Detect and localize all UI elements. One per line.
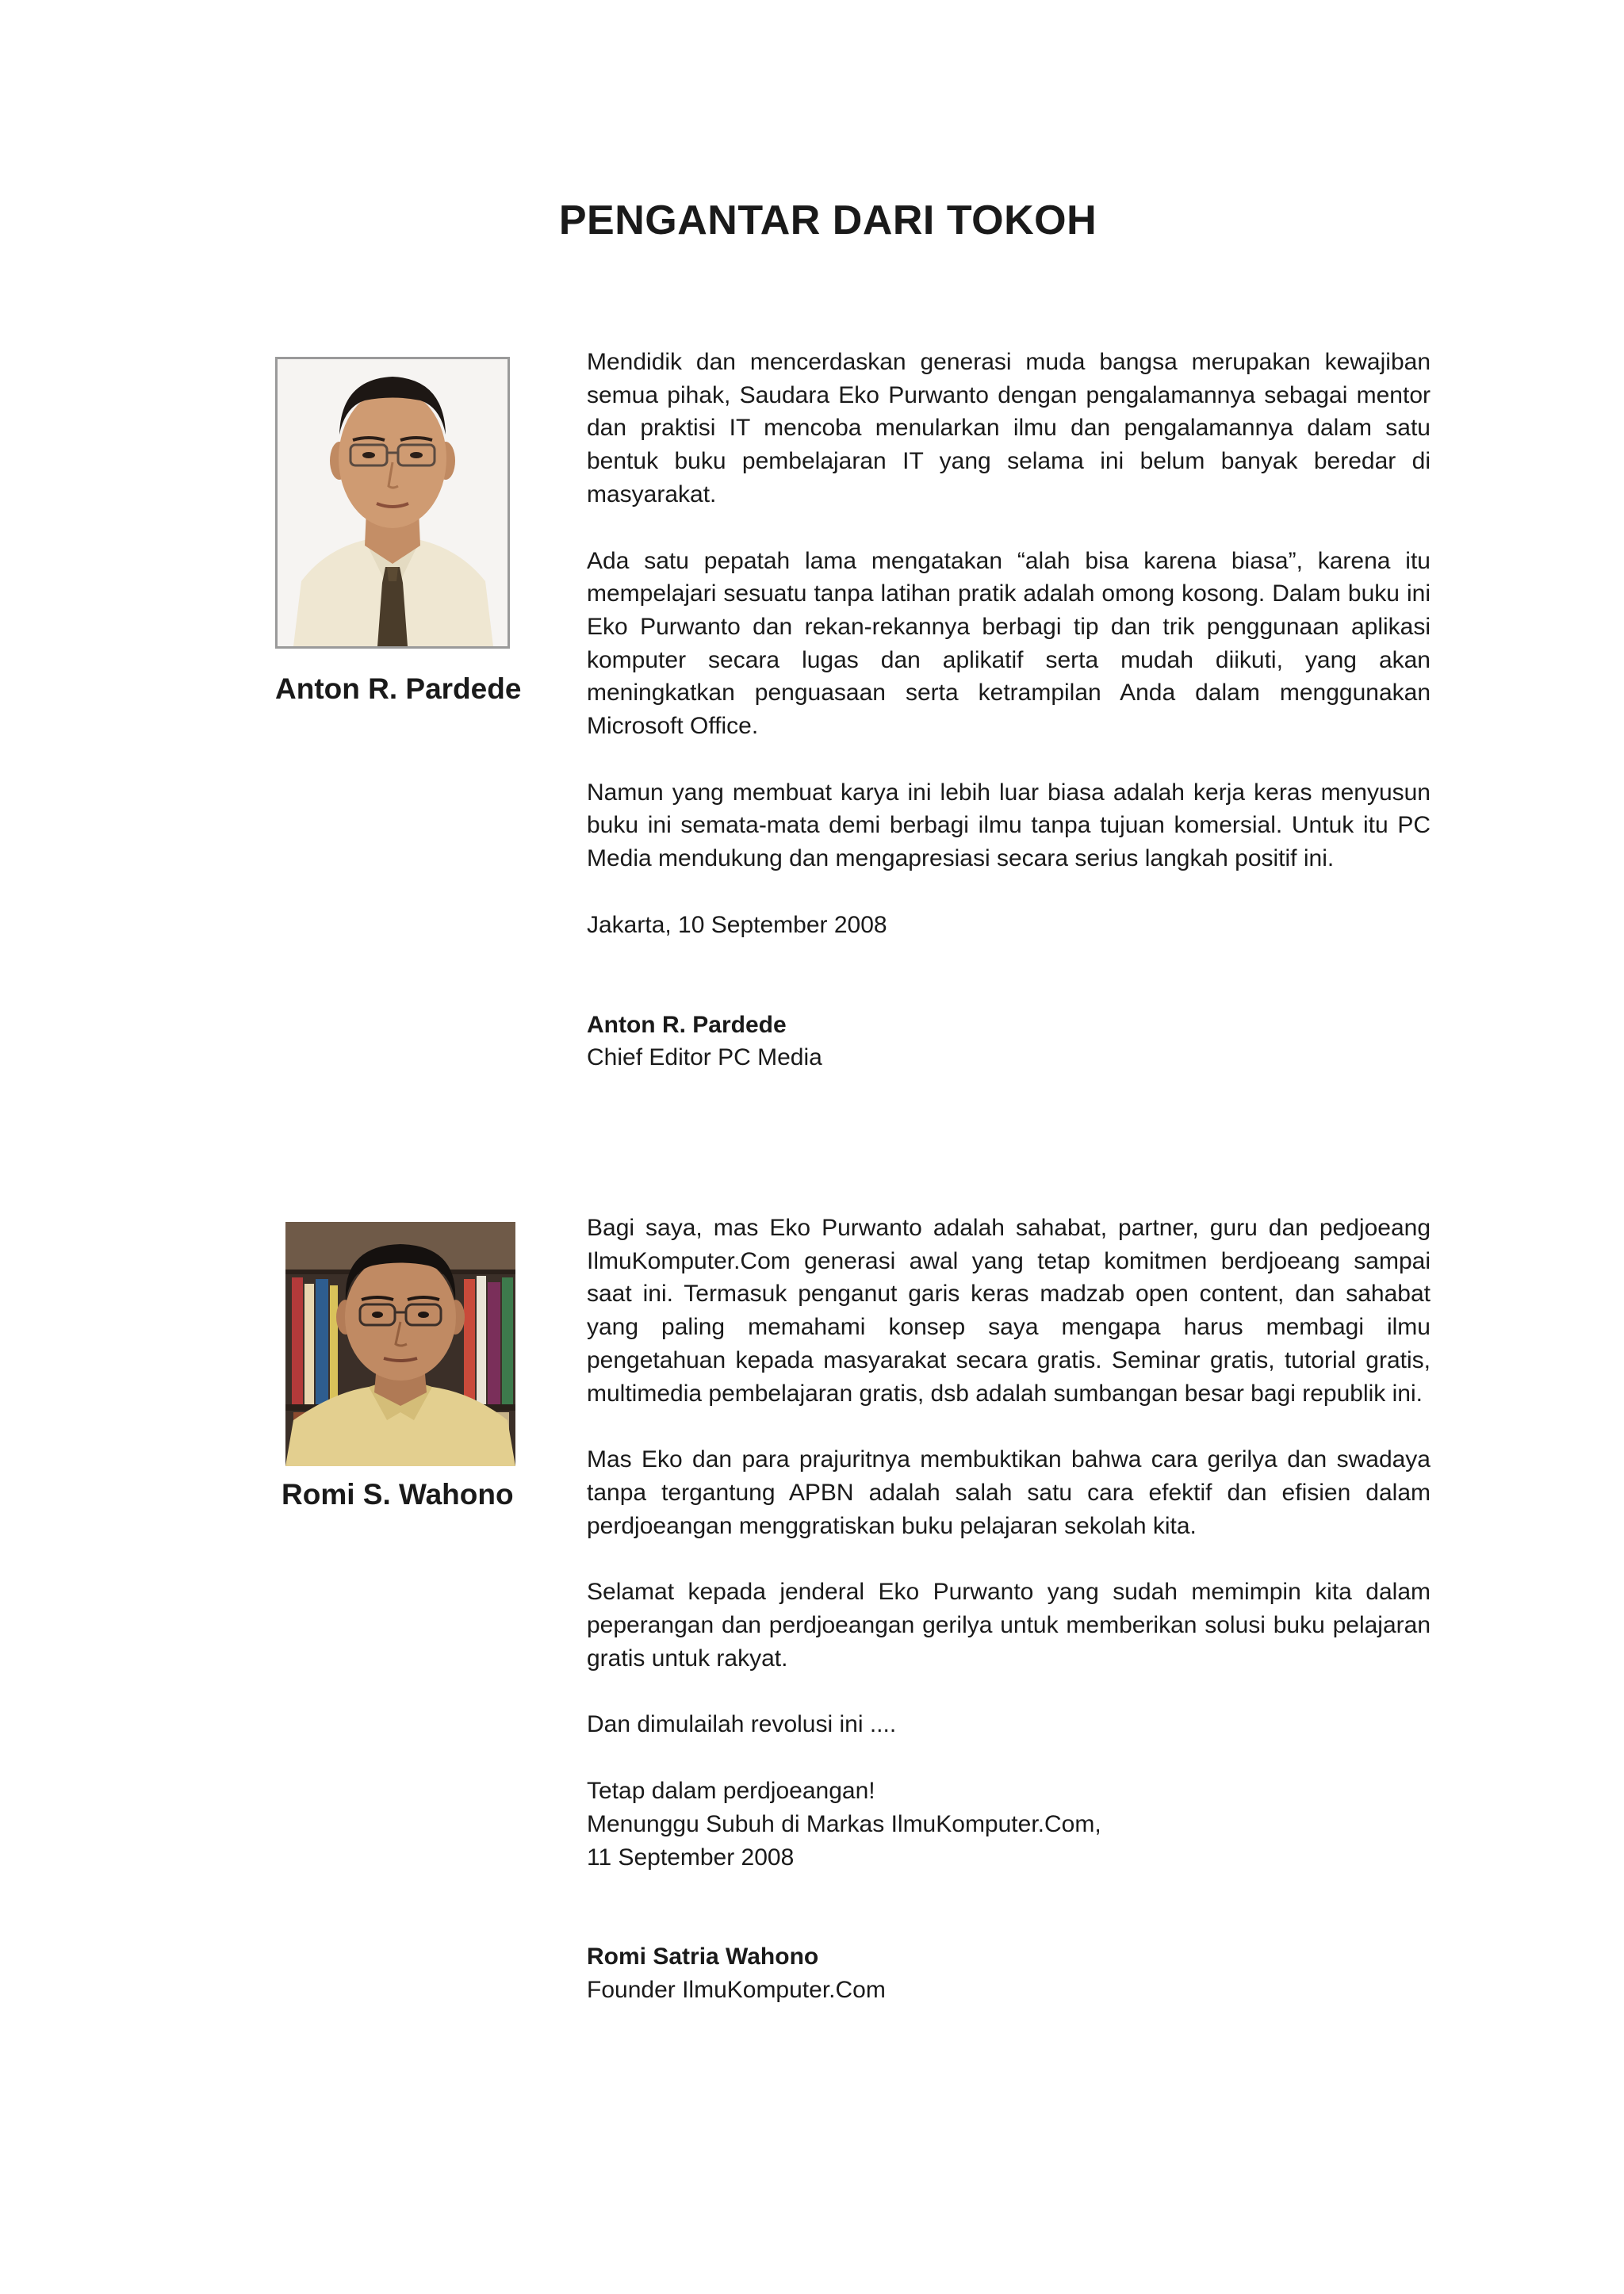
closing-line: Tetap dalam perdjoeangan!: [587, 1778, 875, 1805]
page-title: PENGANTAR DARI TOKOH: [558, 197, 1097, 243]
signature-title: Chief Editor PC Media: [587, 1044, 822, 1071]
paragraph: Mendidik dan mencerdaskan generasi muda bangsa merupakan kewajiban semua pihak, Saudara Eko Purwanto dengan pengalamannya sebagai mentor dan praktisi IT mencoba menularkan ilmu dan pengalamannya dalam satu bentuk buku pembelajaran IT yang selama ini belum banyak beredar di masyarakat.: [587, 349, 1431, 507]
signature-name: Romi Satria Wahono: [587, 1944, 819, 1970]
paragraph: Dan dimulailah revolusi ini ....: [587, 1711, 897, 1738]
portrait-photo-romi: [285, 1222, 515, 1466]
paragraph: Mas Eko dan para prajuritnya membuktikan bahwa cara gerilya dan swadaya tanpa tergantung APBN adalah salah satu cara efektif dan efisien dalam perdjoeangan menggratiskan buku pelajaran sekolah kita.: [587, 1446, 1431, 1539]
person-name-anton: Anton R. Pardede: [275, 672, 522, 705]
closing-block: [587, 1775, 1431, 1874]
paragraph: Selamat kepada jenderal Eko Purwanto yang sudah memimpin kita dalam peperangan dan perdjoeangan gerilya untuk memberikan solusi buku pelajaran gratis untuk rakyat.: [587, 1579, 1431, 1672]
person-name-romi: Romi S. Wahono: [282, 1478, 514, 1511]
signature-block: [587, 1940, 1431, 2006]
paragraph: Ada satu pepatah lama mengatakan “alah bisa karena biasa”, karena itu mempelajari sesuatu tanpa latihan pratik adalah omong kosong. Dalam buku ini Eko Purwanto dan rekan-rekannya berbagi tip dan trik penggunaan aplikasi komputer secara lugas dan aplikatif serta mudah diikuti, yang akan meningkatkan penguasaan serta ketrampilan Anda dalam menggunakan Microsoft Office.: [587, 547, 1431, 740]
paragraph: Bagi saya, mas Eko Purwanto adalah sahabat, partner, guru dan pedjoeang IlmuKomputer.Com generasi awal yang tetap komitmen berdjoeang sampai saat ini. Termasuk penganut garis keras madzab open content, dan sahabat yang paling memahami konsep saya mengapa harus membagi ilmu pengetahuan kepada masyarakat secara gratis. Seminar gratis, tutorial gratis, multimedia pembelajaran gratis, dsb adalah sumbangan besar bagi republik ini.: [587, 1215, 1431, 1407]
statement-anton: [587, 346, 1431, 1074]
portrait-photo-anton: [275, 357, 510, 649]
closing-line: Menunggu Subuh di Markas IlmuKomputer.Com,: [587, 1810, 1101, 1837]
signature-block: [587, 1009, 1431, 1074]
statement-romi: [587, 1212, 1431, 2007]
place-date: Jakarta, 10 September 2008: [587, 911, 887, 938]
signature-title: Founder IlmuKomputer.Com: [587, 1976, 886, 2003]
signature-name: Anton R. Pardede: [587, 1011, 787, 1038]
closing-line: 11 September 2008: [587, 1844, 795, 1871]
paragraph: Namun yang membuat karya ini lebih luar biasa adalah kerja keras menyusun buku ini semata-mata demi berbagi ilmu tanpa tujuan komersial. Untuk itu PC Media mendukung dan mengapresiasi secara serius langkah positif ini.: [587, 779, 1431, 872]
